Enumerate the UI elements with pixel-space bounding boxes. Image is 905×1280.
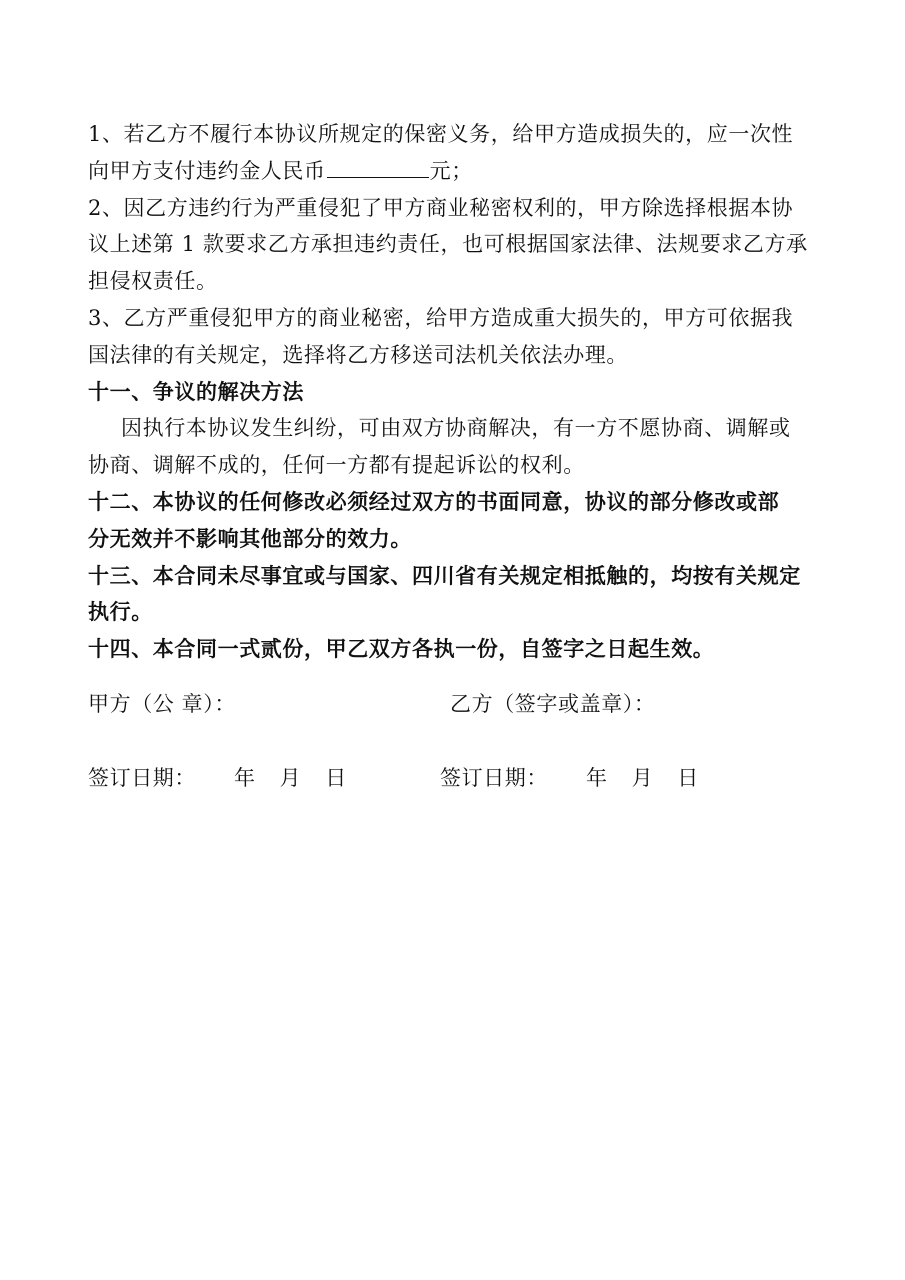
signature-block bbox=[88, 686, 823, 722]
year-label: 年 bbox=[586, 766, 608, 790]
clause-1-penalty-text: 向甲方支付违约金人民币 bbox=[88, 158, 326, 183]
section-14: 十四、本合同一式贰份，甲乙双方各执一份，自签字之日起生效。 bbox=[88, 636, 715, 662]
clause-1-line-2 bbox=[88, 153, 823, 190]
clause-1-currency-unit: 元； bbox=[429, 158, 473, 183]
clause-2-line-1: 2、因乙方违约行为严重侵犯了甲方商业秘密权利的，甲方除选择根据本协 bbox=[88, 195, 794, 220]
contract-body bbox=[88, 116, 823, 668]
year-label: 年 bbox=[234, 766, 256, 790]
section-13-line-1: 十三、本合同未尽事宜或与国家、四川省有关规定相抵触的，均按有关规定 bbox=[88, 562, 801, 588]
party-a-seal-label: 甲方（公 章）： bbox=[88, 692, 236, 716]
signing-date-label: 签订日期： bbox=[88, 766, 196, 790]
section-11-body-line-1: 因执行本协议发生纠纷，可由双方协商解决，有一方不愿协商、调解或 bbox=[121, 416, 791, 441]
party-b-signature-label: 乙方（签字或盖章）： bbox=[450, 692, 656, 716]
signing-date-label: 签订日期： bbox=[440, 766, 548, 790]
clause-2-line-2: 议上述第 1 款要求乙方承担违约责任，也可根据国家法律、法规要求乙方承 bbox=[88, 232, 808, 257]
party-b-signing-date bbox=[440, 760, 699, 796]
day-label: 日 bbox=[325, 766, 347, 790]
clause-3-line-1: 3、乙方严重侵犯甲方的商业秘密，给甲方造成重大损失的，甲方可依据我 bbox=[88, 305, 794, 330]
signing-date-row bbox=[88, 760, 823, 796]
section-12-line-1: 十二、本协议的任何修改必须经过双方的书面同意，协议的部分修改或部 bbox=[88, 488, 780, 514]
section-13-line-2: 执行。 bbox=[88, 599, 153, 625]
signature-parties-row bbox=[88, 686, 823, 722]
clause-3-line-2: 国法律的有关规定，选择将乙方移送司法机关依法办理。 bbox=[88, 342, 628, 367]
signing-date-block bbox=[88, 760, 823, 796]
month-label: 月 bbox=[631, 766, 654, 790]
penalty-amount-blank bbox=[327, 155, 429, 178]
party-a-signing-date bbox=[88, 760, 347, 796]
day-label: 日 bbox=[677, 766, 699, 790]
clause-2-line-3: 担侵权责任。 bbox=[88, 269, 218, 294]
clause-1-line-1: 1、若乙方不履行本协议所规定的保密义务，给甲方造成损失的，应一次性 bbox=[88, 122, 794, 146]
month-label: 月 bbox=[279, 766, 302, 790]
section-11-body-line-2: 协商、调解不成的，任何一方都有提起诉讼的权利。 bbox=[88, 453, 585, 478]
section-11-heading: 十一、争议的解决方法 bbox=[88, 378, 304, 404]
section-12-line-2: 分无效并不影响其他部分的效力。 bbox=[88, 525, 412, 551]
